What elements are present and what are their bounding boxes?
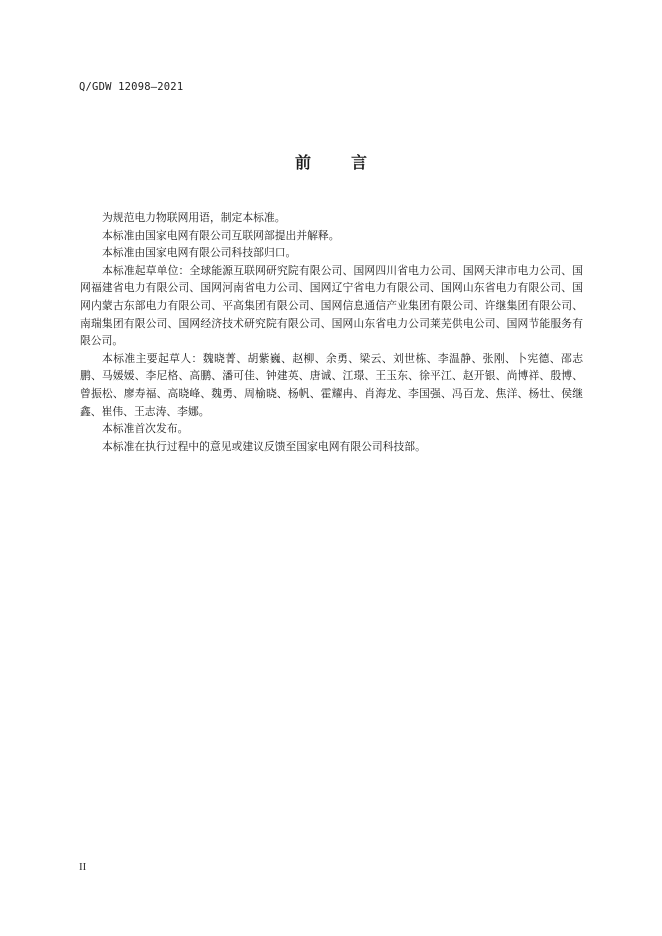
page-number: II bbox=[79, 861, 87, 873]
title-char-2: 言 bbox=[351, 153, 368, 172]
paragraph-feedback: 本标准在执行过程中的意见或建议反馈至国家电网有限公司科技部。 bbox=[102, 439, 426, 453]
title-char-1: 前 bbox=[294, 153, 311, 172]
paragraph-purpose: 为规范电力物联网用语，制定本标准。 bbox=[102, 211, 286, 224]
paragraph-drafters: 本标准主要起草人：魏晓菁、胡紫巍、赵柳、余勇、梁云、刘世栋、李温静、张刚、卜宪德、邵志鹏、马媛媛、李尼格、高鹏、潘可佳、钟建英、唐诚、江璟、王玉东、徐平江、赵开银、尚博祥、殷博、曾振松、廖寿福、高晓峰、魏勇、周榆晓、杨帆、霍耀冉、肖海龙、李国强、冯百龙、焦洋、杨壮、侯继鑫、崔伟、王志涛、李娜。 bbox=[80, 351, 583, 418]
standard-code: Q/GDW 12098—2021 bbox=[79, 81, 184, 93]
foreword-body bbox=[80, 209, 583, 455]
page-title bbox=[0, 150, 662, 173]
paragraph-drafting-units: 本标准起草单位：全球能源互联网研究院有限公司、国网四川省电力公司、国网天津市电力公司、国网福建省电力有限公司、国网河南省电力公司、国网辽宁省电力有限公司、国网山东省电力有限公司、国网内蒙古东部电力有限公司、平高集团有限公司、国网信息通信产业集团有限公司、许继集团有限公司、南瑞集团有限公司、国网经济技术研究院有限公司、国网山东省电力公司莱芜供电公司、国网节能服务有限公司。 bbox=[80, 263, 583, 348]
paragraph-first-release: 本标准首次发布。 bbox=[102, 422, 189, 436]
paragraph-administrator: 本标准由国家电网有限公司科技部归口。 bbox=[102, 246, 297, 260]
paragraph-proposer: 本标准由国家电网有限公司互联网部提出并解释。 bbox=[102, 228, 340, 242]
